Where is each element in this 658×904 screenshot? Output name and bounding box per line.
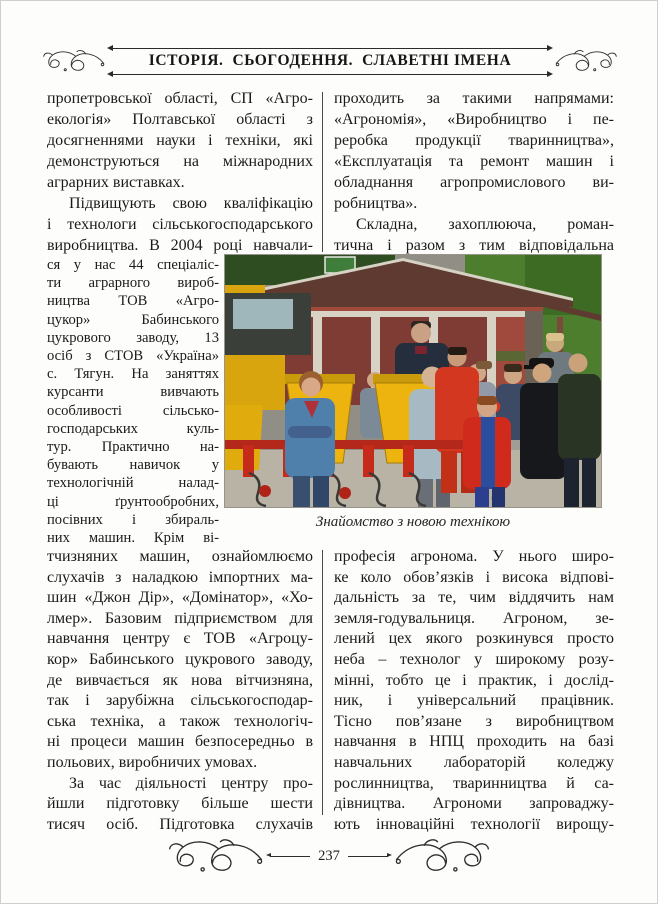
text-line: так і зарубіжна сільськогосподар- — [47, 692, 313, 710]
footer-rule-left — [270, 856, 310, 857]
text-line: ник, і універсальний працівник. — [334, 692, 614, 710]
text-line: обладнання агропромислового ви- — [334, 174, 614, 191]
text-line: слухачів з наладкою імпортних ма- — [47, 568, 313, 586]
text-line: виробництва. В 2004 році навчали- — [47, 237, 313, 254]
text-line: ють інноваційні технології вирощу- — [334, 815, 614, 833]
text-line: проходить за такими напрямами: — [334, 90, 614, 107]
text-line: тчизняних машин, ознайомлюємо — [47, 548, 313, 565]
text-line: осіб з СТОВ «Україна» — [47, 348, 219, 365]
text-line: кор» Бабинського цукрового заводу, — [47, 650, 313, 668]
text-line: с. Тягун. На заняттях — [47, 366, 219, 383]
text-line: особливості сільсько- — [47, 402, 219, 419]
text-line: професія агронома. У нього широ- — [334, 548, 614, 565]
column-divider-top — [322, 92, 323, 252]
header-rules — [111, 48, 549, 75]
text-line: ти аграрного вироб- — [47, 275, 219, 292]
text-line: йшли підготовку більше шести — [47, 795, 313, 813]
text-line: бувають навичок у — [47, 457, 219, 474]
photo-group-with-machinery — [225, 255, 601, 507]
header-rule-top — [111, 48, 549, 49]
left-column-top — [47, 88, 313, 256]
text-line: господарських куль- — [47, 420, 219, 437]
text-line: ке коло обов’язків і висока відпові- — [334, 568, 614, 586]
text-line: навчання центру є ТОВ «Агроцу- — [47, 630, 313, 648]
text-line: де вивчається як нова вітчизняна, — [47, 671, 313, 689]
flourish-right-icon — [554, 43, 618, 79]
text-line: технологічній налад- — [47, 475, 219, 492]
flourish-left-icon — [42, 43, 106, 79]
footer-flourish-right-icon — [393, 834, 491, 878]
header-rule-bottom — [111, 74, 549, 75]
text-line: земля-годувальниця. Агроном, зе- — [334, 609, 614, 627]
header — [42, 42, 618, 80]
text-line: цукрового заводу, 13 — [47, 329, 219, 346]
text-line: «Агрономія», «Виробництво і пе- — [334, 111, 614, 128]
text-line: неба – технолог у широкому розу- — [334, 650, 614, 668]
text-line: навчальних лабораторій коледжу — [334, 753, 614, 771]
text-line: тур. Практично на- — [47, 439, 219, 456]
text-line: посівних і збираль- — [47, 511, 219, 528]
text-line: ся у нас 44 спеціаліс- — [47, 257, 219, 273]
text-line: досягненнями науки і техніки, які — [47, 132, 313, 149]
page-number: 237 — [318, 847, 340, 864]
text-line: дальність за те, чим віддячить нам — [334, 589, 614, 607]
text-line: Складна, захоплююча, роман- — [356, 216, 614, 233]
text-line: ці ґрунтообробних, — [47, 493, 219, 510]
text-line: рослинництва, тваринництва й са- — [334, 774, 614, 792]
photo-caption: Знайомство з новою технікою — [315, 514, 511, 530]
text-line: аграрних виставках. — [47, 174, 185, 191]
left-column-narrow — [47, 256, 219, 547]
text-line: курсанти вивчають — [47, 384, 219, 401]
right-column-top — [334, 88, 614, 256]
photo-image — [225, 255, 601, 507]
text-line: демонструються на міжнародних — [47, 153, 313, 170]
text-line: пропетровської області, СП «Агро- — [47, 90, 313, 107]
footer-flourish-left-icon — [167, 834, 265, 878]
text-line: тична і разом з тим відповідальна — [334, 237, 614, 254]
text-line: лмер». Базовим підприємством для — [47, 609, 313, 627]
text-line: і технологи сільськогосподарського — [47, 216, 313, 233]
text-line: робництва». — [334, 195, 418, 212]
left-column-bottom — [47, 547, 313, 835]
text-line: навчання в НПЦ проходить на базі — [334, 733, 614, 751]
text-line: «Експлуатація та ремонт машин і — [334, 153, 614, 170]
text-line: польових, виробничих умовах. — [47, 753, 258, 771]
text-line: Тісно пов’язане з виробництвом — [334, 712, 614, 730]
text-line: екологія» Полтавської області з — [47, 111, 313, 128]
text-line: За час діяльності центру про- — [69, 774, 313, 792]
text-line: цукор» Бабинського — [47, 311, 219, 328]
text-line: реробка продукції тваринництва», — [334, 132, 614, 149]
text-line: ні процеси машин безпосередньо в — [47, 733, 313, 751]
header-title: ІСТОРІЯ. СЬОГОДЕННЯ. СЛАВЕТНІ ІМЕНА — [148, 51, 512, 69]
text-line: шин «Джон Дір», «Домінатор», «Хо- — [47, 589, 313, 607]
text-line: лений цех якого розкинувся просто — [334, 630, 614, 648]
footer — [0, 828, 658, 884]
text-line: мінні, тобто це і практик, і дослід- — [334, 671, 614, 689]
text-line: Підвищують свою кваліфікацію — [69, 195, 313, 212]
column-divider-bottom — [322, 550, 323, 815]
text-line: дівництва. Агрономи запроваджу- — [334, 795, 614, 813]
right-column-bottom — [334, 547, 614, 835]
text-line: них машин. Крім ві- — [47, 530, 219, 547]
text-line: тисяч осіб. Підготовка слухачів — [47, 815, 313, 833]
footer-rule-right — [348, 856, 388, 857]
text-line: ництва ТОВ «Агро- — [47, 293, 219, 310]
text-line: ська техніка, а також технологіч- — [47, 712, 313, 730]
